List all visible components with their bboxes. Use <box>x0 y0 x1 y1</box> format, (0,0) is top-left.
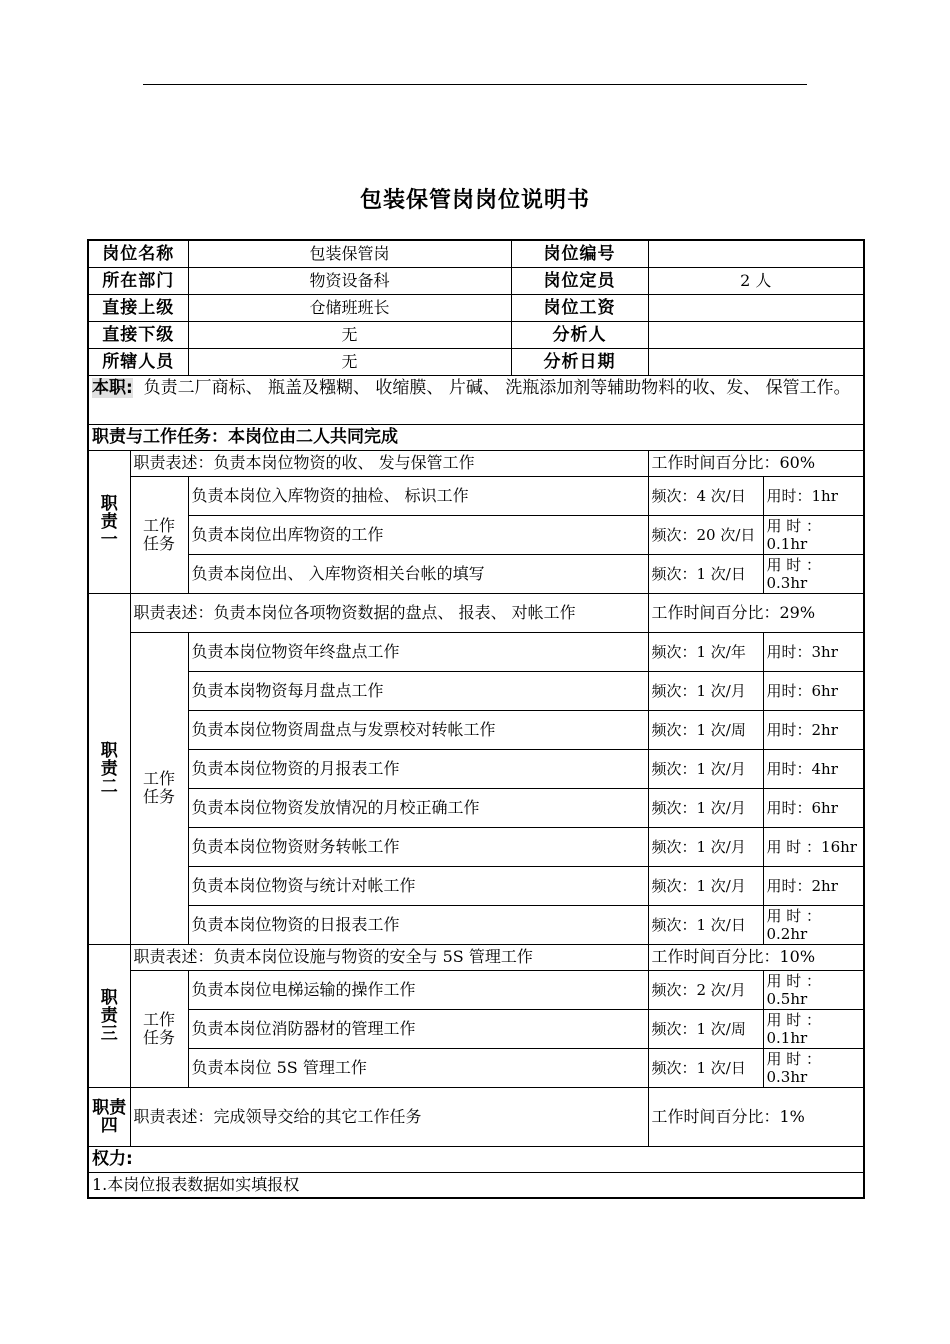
post-no-label: 岗位编号 <box>511 240 648 267</box>
main-duty-label: 本职: <box>92 377 133 398</box>
task-text: 负责本岗位物资发放情况的月校正确工作 <box>188 788 648 827</box>
task-text: 负责本岗位物资财务转帐工作 <box>188 827 648 866</box>
duty-1-name <box>88 450 130 593</box>
post-name-label: 岗位名称 <box>88 240 188 267</box>
analysis-date-label: 分析日期 <box>511 348 648 375</box>
task-row <box>88 710 864 749</box>
main-duty-row <box>88 375 864 424</box>
duty-3-work-task-label: 工作任务 <box>130 970 188 1087</box>
power-header-row <box>88 1146 864 1172</box>
task-row <box>88 827 864 866</box>
task-row <box>88 515 864 554</box>
task-time: 用 时 ：0.1hr <box>763 1009 864 1048</box>
task-time: 用 时 ：0.5hr <box>763 970 864 1009</box>
task-time: 用 时 ：0.1hr <box>763 515 864 554</box>
analysis-date-value <box>648 348 864 375</box>
document-title: 包装保管岗岗位说明书 <box>359 188 590 213</box>
task-time: 用时：4hr <box>763 749 864 788</box>
duty-1-statement: 职责表述：负责本岗位物资的收、 发与保管工作 <box>130 450 648 476</box>
main-duty-text: 负责二厂商标、 瓶盖及糨糊、 收缩膜、 片碱、 洗瓶添加剂等辅助物料的收、发、 保管工作。 <box>143 377 851 398</box>
task-frequency: 频次：1 次/日 <box>648 1048 763 1087</box>
task-row <box>88 476 864 515</box>
task-text: 负责本岗位入库物资的抽检、 标识工作 <box>188 476 648 515</box>
task-frequency: 频次：1 次/月 <box>648 866 763 905</box>
task-text: 负责本岗位出、 入库物资相关台帐的填写 <box>188 554 648 593</box>
task-frequency: 频次：1 次/日 <box>648 905 763 944</box>
task-row <box>88 1048 864 1087</box>
task-row <box>88 788 864 827</box>
task-text: 负责本岗位 5S 管理工作 <box>188 1048 648 1087</box>
task-text: 负责本岗物资每月盘点工作 <box>188 671 648 710</box>
info-row <box>88 348 864 375</box>
task-time: 用 时 ：0.3hr <box>763 1048 864 1087</box>
duty-2-work-task-label: 工作任务 <box>130 632 188 944</box>
task-time: 用时：3hr <box>763 632 864 671</box>
duties-header-row <box>88 424 864 450</box>
superior-label: 直接上级 <box>88 294 188 321</box>
task-row <box>88 1009 864 1048</box>
duty-2-statement: 职责表述：负责本岗位各项物资数据的盘点、 报表、 对帐工作 <box>130 593 648 632</box>
duty-1-work-task-label: 工作任务 <box>130 476 188 593</box>
task-frequency: 频次：1 次/周 <box>648 1009 763 1048</box>
analyst-value <box>648 321 864 348</box>
power-label: 权力: <box>88 1146 864 1172</box>
superior-value: 仓储班班长 <box>188 294 511 321</box>
task-row <box>88 632 864 671</box>
task-frequency: 频次：1 次/年 <box>648 632 763 671</box>
duty-4-percent: 工作时间百分比：1% <box>648 1087 864 1146</box>
task-text: 负责本岗位物资的月报表工作 <box>188 749 648 788</box>
duty-2-name <box>88 593 130 944</box>
headcount-label: 岗位定员 <box>511 267 648 294</box>
power-item-row <box>88 1172 864 1198</box>
task-frequency: 频次：1 次/月 <box>648 749 763 788</box>
task-row <box>88 554 864 593</box>
dept-value: 物资设备科 <box>188 267 511 294</box>
header-rule <box>143 84 807 85</box>
post-no-value <box>648 240 864 267</box>
task-time: 用 时 ：16hr <box>763 827 864 866</box>
task-text: 负责本岗位出库物资的工作 <box>188 515 648 554</box>
duty-3-percent: 工作时间百分比：10% <box>648 944 864 970</box>
subordinate-label: 直接下级 <box>88 321 188 348</box>
task-text: 负责本岗位物资年终盘点工作 <box>188 632 648 671</box>
task-text: 负责本岗位电梯运输的操作工作 <box>188 970 648 1009</box>
task-time: 用时：1hr <box>763 476 864 515</box>
duty-statement-row <box>88 593 864 632</box>
task-row <box>88 671 864 710</box>
task-time: 用 时 ：0.3hr <box>763 554 864 593</box>
task-time: 用 时 ：0.2hr <box>763 905 864 944</box>
info-row <box>88 294 864 321</box>
task-time: 用时：2hr <box>763 710 864 749</box>
duty-statement-row <box>88 944 864 970</box>
task-frequency: 频次：20 次/日 <box>648 515 763 554</box>
duty-1-percent: 工作时间百分比：60% <box>648 450 864 476</box>
task-frequency: 频次：4 次/日 <box>648 476 763 515</box>
task-time: 用时：2hr <box>763 866 864 905</box>
duty-statement-row <box>88 1087 864 1146</box>
subordinate-value: 无 <box>188 321 511 348</box>
duty-1-label: 职责一 <box>100 493 118 550</box>
duty-3-name <box>88 944 130 1087</box>
duty-2-label: 职责二 <box>100 740 118 797</box>
task-frequency: 频次：1 次/月 <box>648 788 763 827</box>
task-frequency: 频次：1 次/日 <box>648 554 763 593</box>
staff-value: 无 <box>188 348 511 375</box>
info-row <box>88 321 864 348</box>
duties-header: 职责与工作任务：本岗位由二人共同完成 <box>88 424 864 450</box>
duty-4-name <box>88 1087 130 1146</box>
duty-2-percent: 工作时间百分比：29% <box>648 593 864 632</box>
task-frequency: 频次：1 次/月 <box>648 827 763 866</box>
task-text: 负责本岗位物资与统计对帐工作 <box>188 866 648 905</box>
job-description-table <box>87 239 865 1199</box>
task-row <box>88 866 864 905</box>
duty-statement-row <box>88 450 864 476</box>
duty-4-label: 职责四 <box>92 1097 127 1136</box>
task-text: 负责本岗位物资周盘点与发票校对转帐工作 <box>188 710 648 749</box>
info-row <box>88 240 864 267</box>
task-row <box>88 905 864 944</box>
task-row <box>88 749 864 788</box>
task-time: 用时：6hr <box>763 788 864 827</box>
staff-label: 所辖人员 <box>88 348 188 375</box>
post-name-value: 包装保管岗 <box>188 240 511 267</box>
task-frequency: 频次：1 次/周 <box>648 710 763 749</box>
task-text: 负责本岗位物资的日报表工作 <box>188 905 648 944</box>
salary-label: 岗位工资 <box>511 294 648 321</box>
power-item: 1.本岗位报表数据如实填报权 <box>88 1172 864 1198</box>
analyst-label: 分析人 <box>511 321 648 348</box>
duty-3-label: 职责三 <box>100 987 118 1044</box>
dept-label: 所在部门 <box>88 267 188 294</box>
salary-value <box>648 294 864 321</box>
duty-3-statement: 职责表述：负责本岗位设施与物资的安全与 5S 管理工作 <box>130 944 648 970</box>
info-row <box>88 267 864 294</box>
task-frequency: 频次：1 次/月 <box>648 671 763 710</box>
task-text: 负责本岗位消防器材的管理工作 <box>188 1009 648 1048</box>
task-time: 用时：6hr <box>763 671 864 710</box>
headcount-value: 2 人 <box>648 267 864 294</box>
task-frequency: 频次：2 次/月 <box>648 970 763 1009</box>
task-row <box>88 970 864 1009</box>
main-duty-cell <box>88 375 864 424</box>
duty-4-statement: 职责表述：完成领导交给的其它工作任务 <box>130 1087 648 1146</box>
